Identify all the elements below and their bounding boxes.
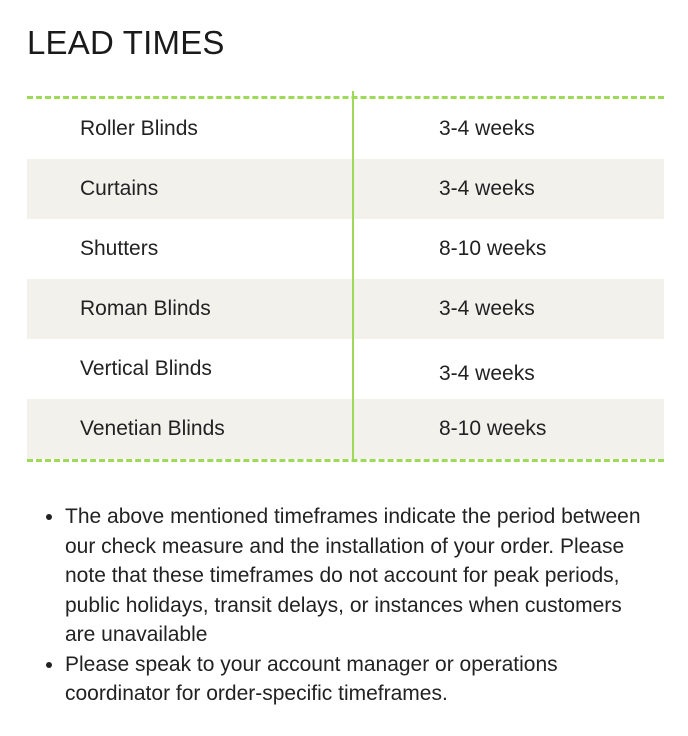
note-item: • Please speak to your account manager or operations coordinator for order-specific timeframes. (65, 650, 657, 709)
lead-times-table (27, 96, 664, 462)
table-row (27, 339, 664, 399)
table-body (27, 99, 664, 459)
table-row (27, 219, 664, 279)
note-item: • The above mentioned timeframes indicate the period between our check measure and the installation of your order. Please note that these timeframes do not account for peak periods, public holidays, transit delays, or instances when customers are unavailable (65, 502, 657, 650)
lead-time-cell: 3-4 weeks (439, 117, 535, 140)
table-row (27, 279, 664, 339)
table-row (27, 399, 664, 459)
lead-time-cell: 3-4 weeks (439, 362, 535, 385)
product-cell: Vertical Blinds (80, 357, 212, 380)
lead-time-cell: 3-4 weeks (439, 297, 535, 320)
lead-time-cell: 8-10 weeks (439, 417, 547, 440)
lead-time-cell: 3-4 weeks (439, 177, 535, 200)
product-cell: Roman Blinds (80, 297, 211, 320)
product-cell: Venetian Blinds (80, 417, 225, 440)
column-divider (352, 91, 354, 462)
lead-time-cell: 8-10 weeks (439, 237, 547, 260)
product-cell: Curtains (80, 177, 159, 200)
product-cell: Roller Blinds (80, 117, 198, 140)
page-title: LEAD TIMES (27, 24, 225, 61)
table-row (27, 99, 664, 159)
table-bottom-rule (27, 459, 664, 462)
product-cell: Shutters (80, 237, 159, 260)
table-row (27, 159, 664, 219)
notes-list (27, 502, 657, 709)
